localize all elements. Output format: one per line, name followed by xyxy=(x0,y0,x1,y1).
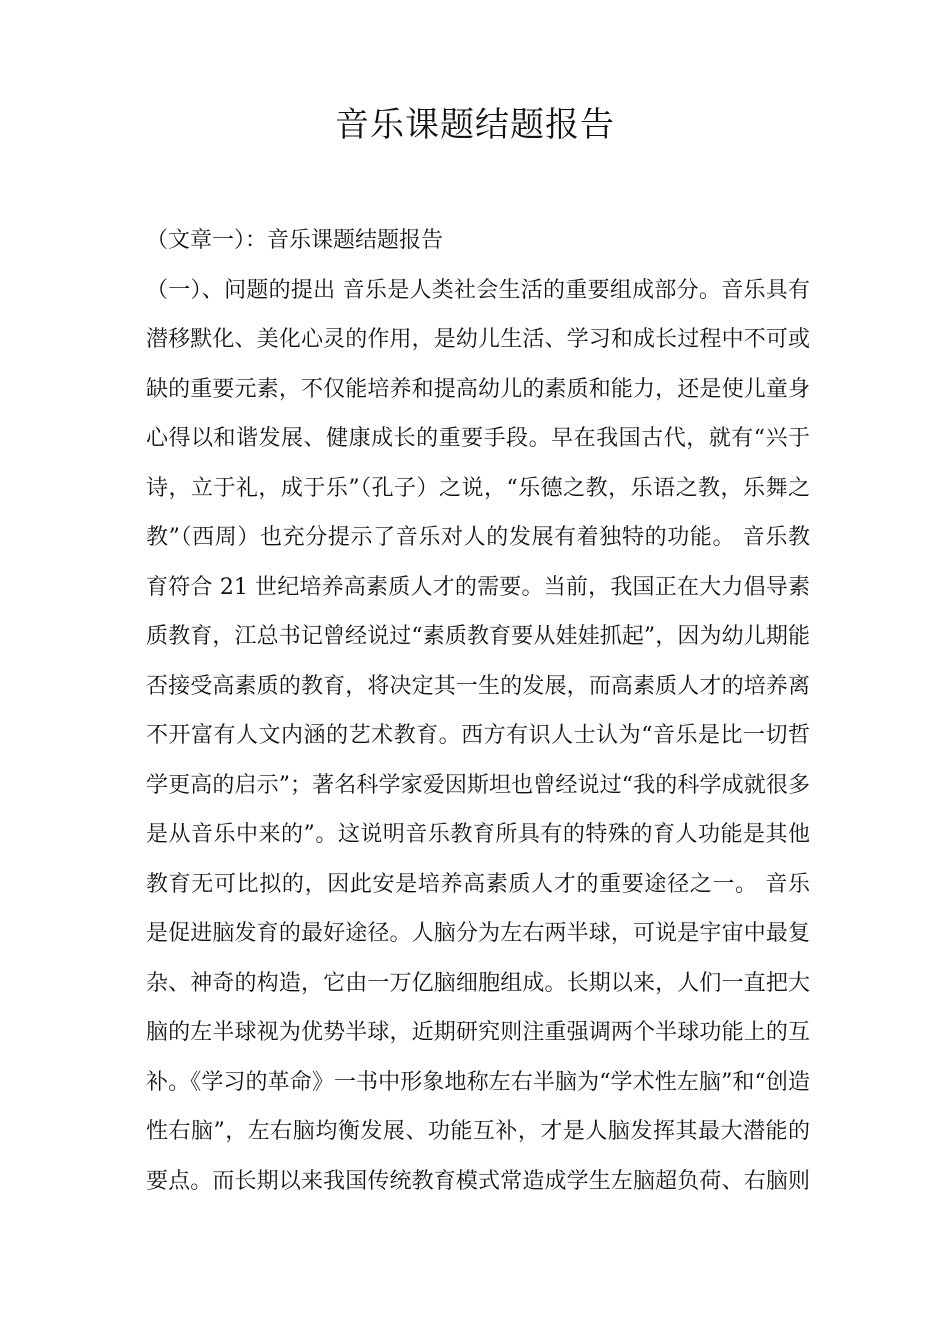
text-line: 潜移默化、美化心灵的作用，是幼儿生活、学习和成长过程中不可或 xyxy=(146,327,810,352)
text-line: 缺的重要元素，不仅能培养和提高幼儿的素质和能力，还是使儿童身 xyxy=(146,376,810,402)
text-line: （一）、问题的提出 音乐是人类社会生活的重要组成部分。音乐具有 xyxy=(146,277,810,303)
text-line: 心得以和谐发展、健康成长的重要手段。早在我国古代，就有“兴于 xyxy=(146,426,810,451)
text-line: 学更高的启示”；著名科学家爱因斯坦也曾经说过“我的科学成就很多 xyxy=(146,772,810,798)
text-line: 脑的左半球视为优势半球，近期研究则注重强调两个半球功能上的互 xyxy=(146,1020,810,1045)
text-line: 是促进脑发育的最好途径。人脑分为左右两半球，可说是宇宙中最复 xyxy=(146,921,810,946)
text-line: 性右脑”，左右脑均衡发展、功能互补，才是人脑发挥其最大潜能的 xyxy=(146,1119,810,1144)
text-line: 要点。而长期以来我国传统教育模式常造成学生左脑超负荷、右脑则 xyxy=(146,1168,810,1194)
text-line: 补。《学习的革命》一书中形象地称左右半脑为“学术性左脑”和“创造 xyxy=(146,1069,810,1095)
text-line: 质教育，江总书记曾经说过“素质教育要从娃娃抓起”，因为幼儿期能 xyxy=(146,624,810,649)
text-line: 诗，立于礼，成于乐”（孔子）之说，“乐德之教，乐语之教，乐舞之 xyxy=(146,475,810,501)
text-line: 育符合 21 世纪培养高素质人才的需要。当前，我国正在大力倡导素 xyxy=(146,574,810,600)
text-line: 不开富有人文内涵的艺术教育。西方有识人士认为“音乐是比一切哲 xyxy=(146,723,810,748)
text-line: 是从音乐中来的”。这说明音乐教育所具有的特殊的育人功能是其他 xyxy=(146,822,810,847)
document-title: 音乐课题结题报告 xyxy=(335,105,615,145)
text-line: 否接受高素质的教育，将决定其一生的发展，而高素质人才的培养离 xyxy=(146,673,810,699)
text-line: 教”（西周）也充分提示了音乐对人的发展有着独特的功能。 音乐教 xyxy=(146,525,810,550)
text-line: （文章一）：音乐课题结题报告 xyxy=(146,228,444,253)
document-body xyxy=(146,216,810,1206)
text-line: 杂、神奇的构造，它由一万亿脑细胞组成。长期以来，人们一直把大 xyxy=(146,970,810,996)
text-line: 教育无可比拟的，因此安是培养高素质人才的重要途径之一。 音乐 xyxy=(146,871,810,897)
